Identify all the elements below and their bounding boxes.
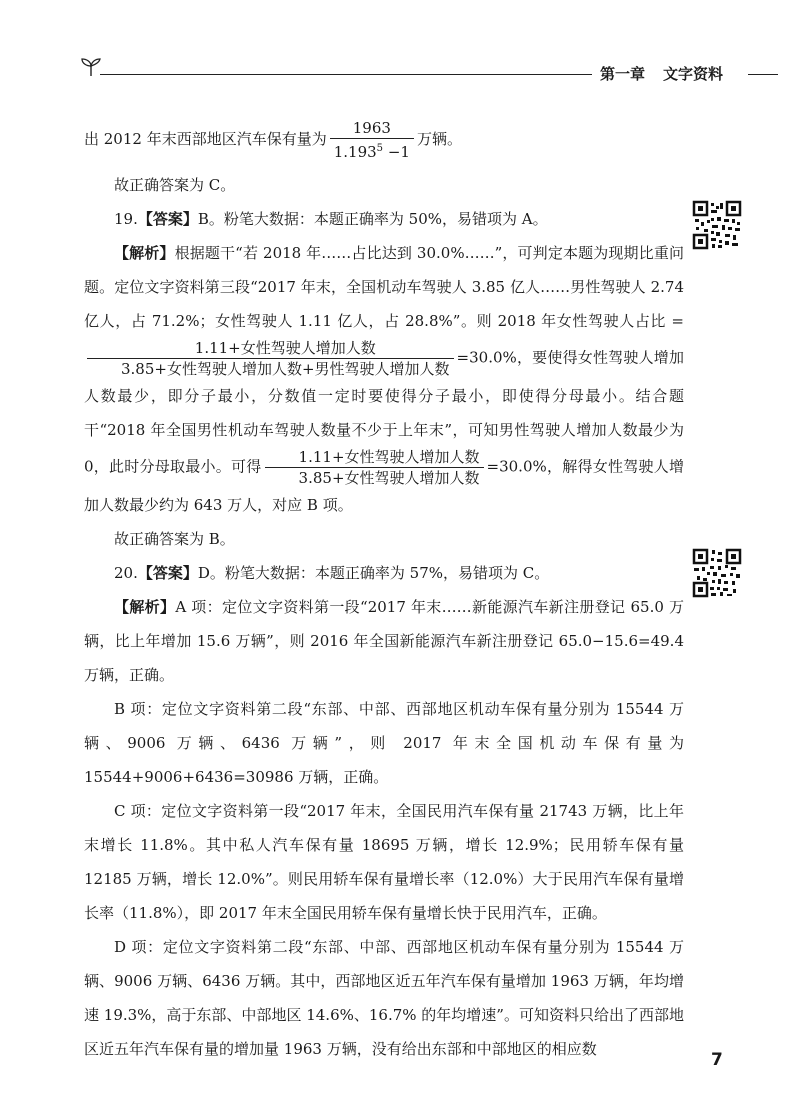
running-header — [600, 63, 723, 84]
q20-answer: 20.【答案】D。粉笔大数据：本题正确率为 57%，易错项为 C。 — [114, 564, 550, 582]
header-rule-tail — [748, 74, 778, 75]
section-label: 文字资料 — [663, 65, 724, 83]
fraction: $\frac{1963}{1.193^5 -1}$ — [330, 118, 414, 162]
page-number: 7 — [711, 1050, 723, 1070]
sprout-icon — [80, 56, 102, 78]
chapter-label: 第一章 — [600, 65, 646, 83]
formula-line: 出 2012 年末西部地区汽车保有量为 $\frac{1963}{1.193^5 -1}$ 万辆。 — [84, 119, 462, 161]
q20-option-c: C 项：定位文字资料第一段“2017 年末，全国民用汽车保有量 21743 万辆，比上年末增长 11.8%。其中私人汽车保有量 18695 万辆，增长 12.9%；民用轿车保有量 12185 万辆，增长 12.0%”。则民用轿车保有量增长率（12.0%）大于民用汽车保有量增长率（11.8%），即 2017 年末全国民用轿车保有量增长快于民用汽车，正确。 — [84, 802, 684, 922]
qr-code-icon — [692, 200, 742, 250]
fraction: $\frac{\text{1.11+女性驾驶人增加人数}}{\text{3.85+女性驾驶人增加人数+男性驾驶人增加人数}}$ — [87, 338, 454, 379]
page-body — [84, 110, 684, 1066]
q19-answer: 19.【答案】B。粉笔大数据：本题正确率为 50%，易错项为 A。 — [114, 210, 548, 228]
q20-option-b: B 项：定位文字资料第二段“东部、中部、西部地区机动车保有量分别为 15544 万辆、9006 万辆、6436 万辆”，则 2017 年末全国机动车保有量为 15544+9006+6436=30986 万辆，正确。 — [84, 700, 684, 786]
conclusion: 故正确答案为 C。 — [114, 176, 236, 194]
q20-option-a: 【解析】A 项：定位文字资料第一段“2017 年末……新能源汽车新注册登记 65.0 万辆，比上年增加 15.6 万辆”，则 2016 年全国新能源汽车新注册登记 65.0−15.6=49.4 万辆，正确。 — [84, 598, 684, 684]
header-rule — [100, 74, 592, 75]
fraction: $\frac{\text{1.11+女性驾驶人增加人数}}{\text{3.85+女性驾驶人增加人数}}$ — [265, 447, 484, 488]
q19-analysis: 【解析】根据题干“若 2018 年……占比达到 30.0%……”，可判定本题为现期比重问题。定位文字资料第三段“2017 年末，全国机动车驾驶人 3.85 亿人……男性驾驶人 2.74 亿人，占 71.2%；女性驾驶人 1.11 亿人，占 28.8%”。则 2018 年女性驾驶人占比 = $\frac{\text{1.11+女性驾驶人增加人数}}{\text{3.85+女性驾驶人增加人数+男性驾驶人增加人数}}$ =30.0%，要使得女性驾驶人增加人数最少，即分子最小，分数值一定时要使得分子最小，即使得分母最小。结合题干“2018 年全国男性机动车驾驶人数量不少于上年末”，可知男性驾驶人增加人数最少为 0，此时分母取最小。可得 $\frac{\text{1.11+女性驾驶人增加人数}}{\text{3.85+女性驾驶人增加人数}}$ =30.0%，解得女性驾驶人增加人数最少约为 643 万人，对应 B 项。 — [84, 244, 684, 514]
q20-option-d: D 项：定位文字资料第二段“东部、中部、西部地区机动车保有量分别为 15544 万辆、9006 万辆、6436 万辆。其中，西部地区近五年汽车保有量增加 1963 万辆，年均增速 19.3%，高于东部、中部地区 14.6%、16.7% 的年均增速”。可知资料只给出了西部地区近五年汽车保有量的增加量 1963 万辆，没有给出东部和中部地区的相应数 — [84, 938, 684, 1058]
qr-code-icon — [692, 548, 742, 598]
conclusion: 故正确答案为 B。 — [114, 530, 235, 548]
